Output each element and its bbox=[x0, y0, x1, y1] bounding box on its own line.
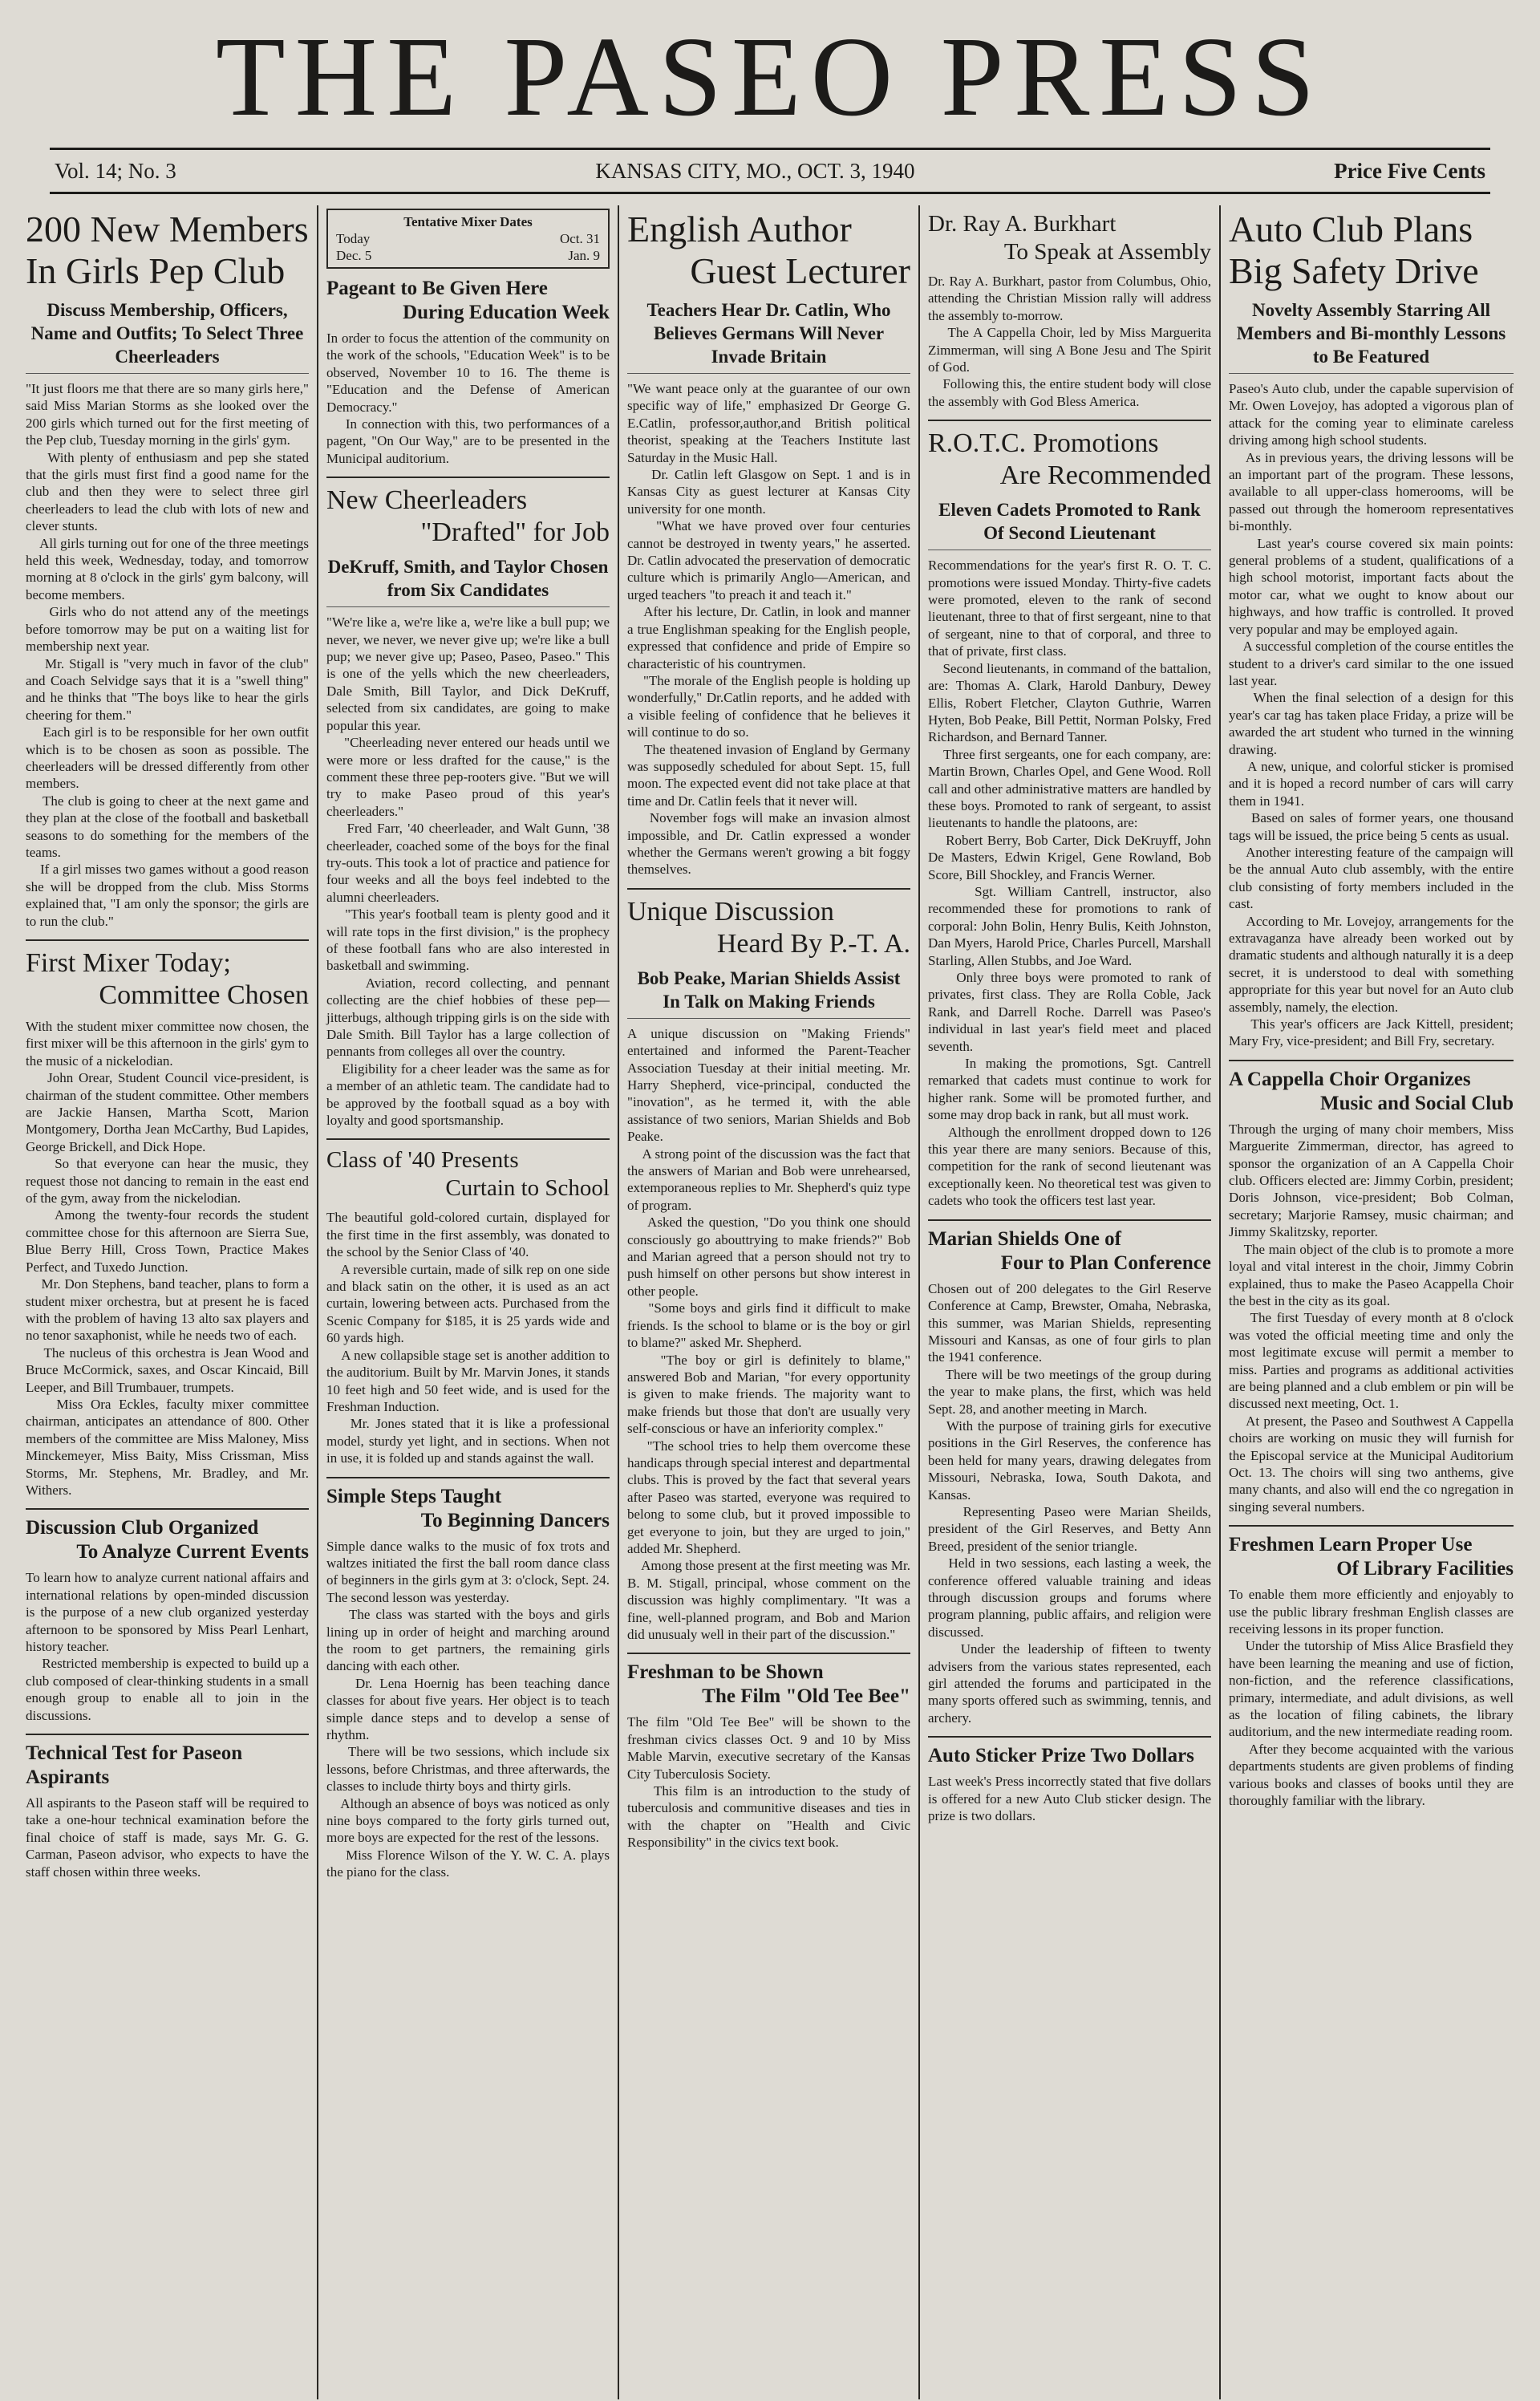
headline bbox=[326, 1485, 610, 1533]
headline: Technical Test for Paseon Aspirants bbox=[26, 1742, 243, 1789]
headline-line-1: Pageant to Be Given Here bbox=[326, 278, 548, 299]
headline bbox=[928, 1227, 1211, 1276]
column-rule bbox=[26, 1734, 309, 1735]
headline-line-2: In Girls Pep Club bbox=[26, 250, 286, 291]
story-body: To learn how to analyze current national affairs and international relations by open-minded discussion is the purpose of a new club organized yesterday afternoon to be sponsored by Miss Pearl Lenhart, history teacher. Restricted membership is expected to build up a club composed of clear-thinking students in a small enough group to enable all to join in the discussions. bbox=[26, 1570, 310, 1723]
headline-line-2: Heard By P.-T. A. bbox=[716, 928, 910, 959]
headline-line-1: Freshman to be Shown bbox=[627, 1661, 824, 1684]
story-library bbox=[1229, 1533, 1514, 1809]
headline bbox=[627, 896, 910, 960]
deck: Discuss Membership, Officers, Name and Outfits; To Select Three Cheerleaders bbox=[26, 298, 309, 374]
headline-line-2: To Beginning Dancers bbox=[420, 1509, 610, 1531]
story-unique-discussion bbox=[627, 896, 910, 1644]
headline bbox=[1229, 209, 1514, 292]
column-rule bbox=[627, 1653, 910, 1654]
story-first-mixer bbox=[26, 947, 309, 1499]
headline bbox=[26, 1516, 309, 1564]
deck: DeKruff, Smith, and Taylor Chosen from Six Candidates bbox=[326, 555, 610, 607]
story-freshman-film bbox=[627, 1661, 910, 1851]
story-pageant bbox=[326, 277, 610, 467]
columns bbox=[18, 205, 1522, 2399]
dateline bbox=[50, 148, 1490, 194]
headline bbox=[928, 210, 1211, 266]
story-body: All aspirants to the Paseon staff will be required to take a one-hour technical examination before the final choice of staff is made, says Mr. G. G. Carman, Paseon advisor, who expects to have the staff chosen within three weeks. bbox=[26, 1795, 313, 1880]
headline-line-2: Curtain to School bbox=[445, 1175, 610, 1202]
story-body: "We're like a, we're like a, we're like a bull pup; we never, we never, we never give up; we're like a bull pup; we never give up; Paseo, Paseo, Paseo." This is one of the yells which the new cheerleaders, Dale Smith, Bill Taylor, and Dick DeKruff, selected from six candidates, are going to make popular this year. "Cheerleading never entered our heads until we were more or less drafted for the cause," is the comment these three pep-rooters give. "But we will try to make Paseo proud of this year's cheerleaders." Fred Farr, '40 cheerleader, and Walt Gunn, '38 cheerleader, coached some of the boys for the final try-outs. This took a lot of practice and patience for four weeks and all the boys feel indebted to the alumni cheerleaders. "This year's football team is plenty good and it will rate tops in the first division," is the prophecy of these football fans who are also interested in basketball and swimming. Aviation, record collecting, and pennant collecting are the chief hobbies of these pep—jitterbugs, although tripping girls is on the side with Dale Smith. Bill Taylor has a large collection of pennants from colleges all over the country. Eligibility for a cheer leader was the same as for a member of an athletic team. The candidate had to be approved by the football squad as a boy with loyalty and good sportsmanship. bbox=[326, 614, 610, 1129]
headline-line-2: Of Library Facilities bbox=[1336, 1558, 1514, 1580]
deck: Novelty Assembly Starring All Members and Bi-monthly Lessons to Be Featured bbox=[1229, 298, 1514, 374]
place-date: KANSAS CITY, MO., OCT. 3, 1940 bbox=[595, 158, 915, 183]
headline-line-1: Discussion Club Organized bbox=[26, 1517, 259, 1539]
story-body: Dr. Ray A. Burkhart, pastor from Columbus, Ohio, attending the Christian Mission rally will address the assembly to-morrow. The A Cappella Choir, led by Miss Marguerita Zimmerman, will sing A Bone Jesu and The Spirit of God. Following this, the entire student body will close the assembly with God Bless America. bbox=[928, 274, 1212, 409]
headline-line-2: During Education Week bbox=[403, 302, 610, 323]
headline-line-1: R.O.T.C. Promotions bbox=[928, 428, 1159, 459]
story-simple-steps bbox=[326, 1485, 610, 1881]
story-body: Last week's Press incorrectly stated that five dollars is offered for a new Auto Club sticker design. The prize is two dollars. bbox=[928, 1774, 1215, 1824]
deck: Eleven Cadets Promoted to Rank Of Second Lieutenant bbox=[928, 498, 1211, 550]
headline bbox=[928, 428, 1211, 492]
story-body: "It just floors me that there are so many girls here," said Miss Marian Storms as she looked over the 200 girls which turned out for the first meeting of the Pep club, Tuesday morning in the girls' gym. With plenty of enthusiasm and pep she stated that the girls must first find a good name for the club and then they were to select three girl cheerleaders to lead the club with lots of new and clever stunts. All girls turning out for one of the three meetings held this week, Wednesday, today, and tomorrow morning at 8 o'clock in the girls' gym balcony, will become members. Girls who do not attend any of the meetings before tomorrow may be put on a waiting list for membership next year. Mr. Stigall is "very much in favor of the club" and Coach Selvidge says that it is a "swell thing" and he thinks that "The boys like to hear the girls cheering for them." Each girl is to be responsible for her own outfit which is to be chosen as soon as possible. The cheerleaders will be dressed differently from other members. The club is going to cheer at the next game and they plan at the close of the football and basketball seasons to do something for the members of the teams. If a girl misses two games without a good reason she will be dropped from the club. Miss Storms explained that, "I am only the sponsor; the girls are to run the club." bbox=[26, 381, 310, 929]
story-body: Chosen out of 200 delegates to the Girl Reserve Conference at Camp, Brewster, Omaha, Nebraska, this summer, was Marian Shields, representing Missouri and Kansas, as one of four girls to plan the 1941 conference. There will be two meetings of the group during the year to make plans, the first, which was held Sept. 28, and another meeting in March. With the purpose of training girls for executive positions in the Girl Reserves, the conference has been held for many years, drawing delegates from Missouri, Nebraska, Iowa, South Dakota, and Kansas. Representing Paseo were Marian Sheilds, president of the Girl Reserves, and Betty Ann Breed, president of the senior triangle. Held in two sessions, each lasting a week, the conference offered valuable training and ideas through discussion groups and forums where program planning, public affairs, and religion were discussed. Under the leadership of fifteen to twenty advisers from the various states represented, each girl attended the forums and participated in the many sports offered such as swimming, tennis, and archery. bbox=[928, 1280, 1212, 1726]
headline-line-2: "Drafted" for Job bbox=[420, 517, 610, 548]
story-body: With the student mixer committee now chosen, the first mixer will be this afternoon in the girls' gym to the music of a nickelodian. John Orear, Student Council vice-president, is chairman of the student committee. Other members are Jackie Hansen, Martha Scott, Marion Montgomery, Dortha Jean McCarthy, Bud Lapides, George Brickell, and Dick Hope. So that everyone can hear the music, they request those not dancing to remain in the east end of the gym, away from the nickelodian. Among the twenty-four records the student committee chose for this afternoon are Sierra Sue, Blue Berry Hill, Cross Town, Practice Makes Perfect, and Tuxedo Junction. Mr. Don Stephens, band teacher, plans to form a student mixer orchestra, but at present he is faced with the problem of having 13 alto sax players and no tenor saxaphonist, while he needs two of each. The nucleus of this orchestra is Jean Wood and Bruce McCormick, saxes, and Oscar Kincaid, Bill Leeper, and Bill Trumbauer, trumpets. Miss Ora Eckles, faculty mixer committee chairman, anticipates an attendance of 800. Other members of the committee are Miss Maloney, Miss Minckemeyer, Miss Baity, Miss Crissman, Miss Storms, Mr. Stephens, Mr. Bradley, and Mr. Withers. bbox=[26, 1019, 310, 1498]
column-rule bbox=[928, 1736, 1211, 1738]
column-3 bbox=[619, 205, 920, 2399]
headline-line-2: Big Safety Drive bbox=[1229, 250, 1479, 291]
column-5 bbox=[1221, 205, 1522, 2399]
column-4 bbox=[920, 205, 1221, 2399]
headline-line-1: Freshmen Learn Proper Use bbox=[1229, 1534, 1473, 1556]
column-rule bbox=[928, 420, 1211, 421]
column-rule bbox=[1229, 1525, 1514, 1527]
story-english-author bbox=[627, 209, 910, 878]
story-technical-test bbox=[26, 1742, 313, 1880]
headline bbox=[627, 1661, 910, 1709]
headline-line-1: Marian Shields One of bbox=[928, 1227, 1121, 1250]
mixer-dates-title: Tentative Mixer Dates bbox=[403, 214, 533, 229]
story-body: The beautiful gold-colored curtain, displayed for the first time in the first assembly, was donated to the school by the Senior Class of '40. A reversible curtain, made of silk rep on one side and black satin on the other, it is used as an act curtain, lowering between acts. Purchased from the Scenic Company for $185, it is 25 yards wide and 60 yards high. A new collapsible stage set is another addition to the auditorium. Built by Mr. Marvin Jones, it stands 10 feet high and 50 feet wide, and is used for the Freshman Induction. Mr. Jones stated that it is like a professional model, sturdy yet light, and in sections. When not in use, it is folded up and stands against the wall. bbox=[326, 1210, 610, 1466]
story-body: A unique discussion on "Making Friends" entertained and informed the Parent-Teacher Association Tuesday at their initial meeting. Mr. Harry Shepherd, vice-principal, conducted the "inovation", as he termed it, with the able assistance of two seniors, Marian Shields and Bob Peake. A strong point of the discussion was the fact that the answers of Marian and Bob were unrehearsed, extemporaneous replies to Mr. Shepherd's quiz type of program. Asked the question, "Do you think one should consciously go abouttrying to make friends?" Bob and Marian agreed that a person should not try to push himself on other persons but show interest in other people. "Some boys and girls find it difficult to make friends. Is the school to blame or is the boy or girl to blame?" asked Mr. Shepherd. "The boy or girl is definitely to blame," answered Bob and Marian, "for every opportunity is given to make friends. The majority want to make friends but those that don't are usually very self-conscious or have an inferiority complex." "The school tries to help them overcome these handicaps through special interest and departmental clubs. This is proved by the fact that several years after Paseo was started, everyone was required to belong to some club, but it proved impossible to get everyone to join, but they are urged to join," added Mr. Shepherd. Among those present at the first meeting was Mr. B. M. Stigall, principal, whose comment on the discussion was highly complimentary. "It was a fine, well-planned program, and Bob and Marion did unusualy well in their part of the discussion." bbox=[627, 1025, 911, 1642]
mixer-date: Dec. 5 bbox=[336, 248, 372, 263]
headline-line-1: A Cappella Choir Organizes bbox=[1229, 1068, 1471, 1090]
story-body: To enable them more efficiently and enjoyably to use the public library freshman English classes are receiving lessons in its proper function. Under the tutorship of Miss Alice Brasfield they have been learning the meaning and use of fiction, non-fiction, and the reference classifications, primary, intermediate, and adult divisions, as well as the location of filing cabinets, the library auditorium, and the new intermediate reading room. After they become acquainted with the various departments students are given problems of finding various books and classes of books until they are thoroughly familiar with the library. bbox=[1229, 1587, 1514, 1809]
column-rule bbox=[627, 888, 910, 890]
story-body: "We want peace only at the guarantee of our own specific way of life," emphasized Dr George G. E.Catlin, professor,author,and British political theorist, speaking at the Teachers Institute last Saturday in the Music Hall. Dr. Catlin left Glasgow on Sept. 1 and is in Kansas City as guest lecturer at Kansas City university for one month. "What we have proved over four centuries cannot be destroyed in twenty years," he asserted. Dr. Catlin advocated the preservation of democratic culture which is primarily Anglo—American, and urged teachers "to preach it and teach it." After his lecture, Dr. Catlin, in look and manner a true Englishman speaking for the English people, expressed that confidence and pride of Empire so characteristic of his countrymen. "The morale of the English people is holding up wonderfully," Dr.Catlin reports, and he added with a visible feeling of confidence that he believes it will continue to do so. The theatened invasion of England by Germany was supposedly scheduled for about Sept. 15, full moon. The expected event did not take place at that time and Dr. Catlin feels that it never will. November fogs will make an invasion almost impossible, and Dr. Catlin expressed a wonder whether the Germans weren't growing a bit foggy themselves. bbox=[627, 381, 911, 878]
headline: Auto Sticker Prize Two Dollars bbox=[928, 1745, 1194, 1767]
story-auto-club bbox=[1229, 209, 1514, 1050]
story-body: Simple dance walks to the music of fox trots and waltzes initiated the first the ball room dance class of beginners in the girls gym at 3: o'clock, Sept. 24. The second lesson was yesterday. The class was started with the boys and girls lining up in order of height and marching around the room to get partners, the remaining girls dancing with each other. Dr. Lena Hoernig has been teaching dance classes for about five years. Her object is to teach simple dance steps and to develop a sense of rhythm. There will be two sessions, which include six lessons, before Christmas, and three afterwards, the classes to include thirty boys and thirty girls. Although an absence of boys was noticed as only nine boys compared to the forty girls turned out, more boys are expected for the rest of the lessons. Miss Florence Wilson of the Y. W. C. A. plays the piano for the class. bbox=[326, 1538, 610, 1880]
headline-line-1: Class of '40 Presents bbox=[326, 1147, 519, 1174]
column-1 bbox=[18, 205, 318, 2399]
story-burkhart bbox=[928, 210, 1211, 410]
headline bbox=[26, 209, 309, 292]
story-body: The film "Old Tee Bee" will be shown to the freshman civics classes Oct. 9 and 10 by Miss Mable Marvin, executive secretary of the Kansas City Tuberculosis Society. This film is an introduction to the study of tuberculosis and communitive diseases and ties in with the chapter on "Health and Civic Responsibility" in the civics text book. bbox=[627, 1714, 911, 1851]
headline-line-1: Dr. Ray A. Burkhart bbox=[928, 211, 1116, 237]
headline-line-1: Simple Steps Taught bbox=[326, 1485, 502, 1507]
mixer-dates-row bbox=[336, 247, 600, 264]
masthead: THE PASEO PRESS bbox=[215, 13, 1325, 140]
column-2 bbox=[318, 205, 619, 2399]
mixer-date: Oct. 31 bbox=[559, 231, 600, 246]
story-rotc bbox=[928, 428, 1211, 1209]
column-rule bbox=[326, 477, 610, 478]
story-auto-sticker bbox=[928, 1744, 1215, 1824]
column-rule bbox=[326, 1477, 610, 1478]
headline-line-2: Are Recommended bbox=[999, 460, 1211, 491]
headline-line-1: 200 New Members bbox=[26, 209, 309, 249]
headline-line-1: New Cheerleaders bbox=[326, 485, 528, 516]
headline bbox=[1229, 1068, 1514, 1116]
story-marian-shields bbox=[928, 1227, 1211, 1727]
deck: Bob Peake, Marian Shields Assist In Talk on Making Friends bbox=[627, 967, 910, 1019]
story-class-of-40 bbox=[326, 1146, 610, 1466]
headline-line-2: Committee Chosen bbox=[99, 980, 309, 1010]
story-body: Paseo's Auto club, under the capable supervision of Mr. Owen Lovejoy, has adopted a vigorous plan of attack for the coming year to eliminate careless driving among high school students. As in previous years, the driving lessons will be an important part of the program. These lessons, available to all upper-class homerooms, will be passed out through the homeroom representatives bi-monthly. Last year's course covered six main points: general problems of a student, qualifications of a high school motorist, important facts about the motor car, what we ought to know about our highways, and how traffic is controlled. It proved very popular and may be employed again. A successful completion of the course entitles the student to a driver's card similar to the one issued last year. When the final selection of a design for this year's car tag has taken place Friday, a prize will be awarded the art student who turned in the winning drawing. A new, unique, and colorful sticker is promised and it is hoped a record number of cars will carry them in 1941. Based on sales of former years, one thousand tags will be issued, the price being 5 cents as usual. Another interesting feature of the campaign will be the annual Auto club assembly, with the entire club consisting of forty members included in the cast. According to Mr. Lovejoy, arrangements for the extravaganza have already been worked out by dramatic students and although naturally it is a deep secret, it is understood to deal with something appropriate for this year but novel for an Auto club assembly, namely, the election. This year's officers are Jack Kittell, president; Mary Fry, vice-president; and Bill Fry, secretary. bbox=[1229, 381, 1514, 1049]
mixer-dates-box bbox=[326, 209, 610, 269]
story-pep-club bbox=[26, 209, 309, 930]
column-rule bbox=[326, 1138, 610, 1140]
headline-line-2: To Analyze Current Events bbox=[76, 1541, 309, 1563]
story-a-cappella bbox=[1229, 1068, 1514, 1515]
column-rule bbox=[928, 1219, 1211, 1221]
headline bbox=[326, 1146, 610, 1203]
headline-line-2: To Speak at Assembly bbox=[1003, 239, 1211, 265]
story-new-cheerleaders bbox=[326, 485, 610, 1129]
column-rule bbox=[26, 939, 309, 941]
story-discussion-club bbox=[26, 1516, 309, 1724]
headline-line-2: Guest Lecturer bbox=[690, 250, 910, 291]
headline-line-1: First Mixer Today; bbox=[26, 948, 231, 978]
headline bbox=[1229, 1533, 1514, 1581]
story-body: Recommendations for the year's first R. O. T. C. promotions were issued Monday. Thirty-five cadets were promoted, eleven to the rank of second lieutenant, three to that of first sergeant, nine to that of sergeant, nine to that of corporal, and three to that of private, first class. Second lieutenants, in command of the battalion, are: Thomas A. Clark, Harold Danbury, Dewey Ellis, Robert Fletcher, Clayton Guthrie, Warren Hyten, Bob Peake, Bill Pettit, Norman Polsky, Fred Richardson, and Bernard Tanner. Three first sergeants, one for each company, are: Martin Brown, Charles Opel, and Gene Wood. Roll call and other administrative matters are handled by these boys. Promoted to rank of sergeant, to assist lieutenants to handle the platoons, are: Robert Berry, Bob Carter, Dick DeKruyff, John De Masters, Edwin Krigel, Gene Rowland, Bob Score, Bill Shockley, and Francis Werner. Sgt. William Cantrell, instructor, also recommended these for promotions to rank of corporal: John Bolin, Henry Bulis, Keith Johnston, Dan Myers, Harold Price, Charles Purcell, Marshall Starling, Allen Stubbs, and Joe Ward. Only three boys were promoted to rank of privates, first class. They are Rolla Coble, Jack Rank, and Darrell Roche. Darrell was Paseo's individual in last year's field meet and placed seventh. In making the promotions, Sgt. Cantrell remarked that cadets must continue to work for higher rank. Some will be promoted further, and some may drop back in rank, but all must work. Although the enrollment dropped down to 126 this year there are many seniors. Because of this, competition for the rank of second lieutenant was exceptionally keen. No theoretical test was given to cadets who took the officers test last year. bbox=[928, 558, 1212, 1209]
headline bbox=[326, 485, 610, 549]
volume-number: Vol. 14; No. 3 bbox=[55, 158, 176, 183]
story-body: Through the urging of many choir members, Miss Marguerite Zimmerman, director, has agreed to sponsor the organization of an A Cappella Choir club. Officers elected are: Jimmy Corbin, president; Doris Johnson, vice-president; Bob Colman, secretary; Marjorie Ramsey, music chairman; and Jimmy Skalitzsky, reporter. The main object of the club is to promote a more loyal and vital interest in the choir, Jimmy Cobrin explained, thus to make the Paseo Acappella Choir the best in the city as its goal. The first Tuesday of every month at 8 o'clock was voted the official meeting time and only the most legitimate excuse will permit a member to miss. Parties and programs as additional activities are being planned and a club emblem or pin will be discussed next meeting, Oct. 1. At present, the Paseo and Southwest A Cappella choirs are working on music they will furnish for the Episcopal service at the Municipal Auditorium Oct. 13. The choirs will sing two anthems, give many chants, and also will end the co ngregation in singing several numbers. bbox=[1229, 1121, 1514, 1515]
price: Price Five Cents bbox=[1334, 158, 1485, 183]
headline bbox=[627, 209, 910, 292]
mixer-date: Jan. 9 bbox=[568, 248, 600, 263]
headline-line-1: English Author bbox=[627, 209, 852, 249]
headline-line-2: Four to Plan Conference bbox=[1000, 1251, 1211, 1274]
headline bbox=[26, 947, 309, 1012]
story-body: In order to focus the attention of the community on the work of the schools, "Education Week" is to be observed, November 10 to 16. The theme is "Education and the Defense of American Democracy." In connection with this, two performances of a pagent, "On Our Way," are to be presented in the Municipal auditorium. bbox=[326, 331, 610, 466]
deck: Teachers Hear Dr. Catlin, Who Believes Germans Will Never Invade Britain bbox=[627, 298, 910, 374]
headline-line-2: The Film "Old Tee Bee" bbox=[702, 1685, 910, 1708]
column-rule bbox=[26, 1508, 309, 1510]
headline-line-1: Auto Club Plans bbox=[1229, 209, 1473, 249]
mixer-dates-row bbox=[336, 230, 600, 247]
headline-line-1: Unique Discussion bbox=[627, 896, 834, 927]
column-rule bbox=[1229, 1060, 1514, 1061]
headline bbox=[326, 277, 610, 325]
mixer-date: Today bbox=[336, 231, 371, 246]
headline-line-2: Music and Social Club bbox=[1319, 1092, 1514, 1114]
